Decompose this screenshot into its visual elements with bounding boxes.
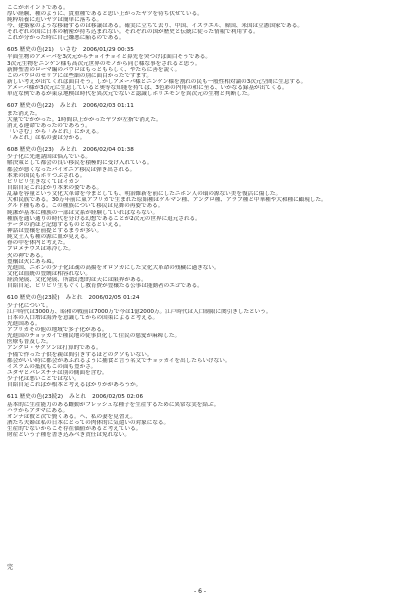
text-line: 生産的でないからこそ存在価値があると考えている。 bbox=[7, 426, 142, 433]
post-body bbox=[7, 303, 393, 389]
text-line: アメーバ様が3次元に生息していると奥等な知能を持てば、3色彩の内角の和に至る、いかなる録基が出てくる。 bbox=[7, 85, 288, 92]
post-title: 611 歴史の色(23続2) bbox=[7, 394, 64, 401]
text-line: 大和民族である。30万年前に東アフリカで生まれた原始種はゲルマン種、アングロ種、アラブ種と中華種や大和種に顧現した。 bbox=[7, 197, 327, 204]
post-date: 2006/02/05 02:06 bbox=[92, 394, 144, 401]
text-line: 日本の人口増は海外を意識してからの国策によると考える。 bbox=[7, 314, 159, 321]
post-body bbox=[7, 154, 393, 289]
text-line: ここがポイントである。 bbox=[7, 4, 69, 11]
text-line: また消えた。 bbox=[7, 110, 41, 117]
text-line: 眷の中を体内と考えた。 bbox=[7, 240, 69, 247]
text-line: 新鮮聖書のローマ編のパウロはもっともらしく、やたらに善を説く。 bbox=[7, 66, 181, 73]
text-line: 火の神である。 bbox=[7, 252, 47, 259]
post-date: 2006/01/29 00:35 bbox=[82, 47, 134, 54]
post-body bbox=[7, 111, 393, 142]
text-line: 厚い経験、種のように、貴重種であると思い上がったヤツを待ち伏せている。 bbox=[7, 10, 203, 17]
text-line: 大量ででかかった。1時間以上かかったヤツが左指で消えた。 bbox=[7, 116, 162, 123]
text-line: 酒たち夫婦は私の日本にとっての肉体的に気遣いの対象になる。 bbox=[7, 419, 170, 426]
post-header bbox=[7, 47, 393, 54]
post-body bbox=[7, 54, 393, 97]
post-header bbox=[7, 147, 393, 154]
post-date: 2006/02/03 01:11 bbox=[82, 103, 134, 110]
text-line: 消える運命であったのであろう。 bbox=[7, 122, 91, 129]
post-title: 605 歴史の色(21) bbox=[7, 47, 54, 54]
text-line: 豊穣は火にあらぬ。 bbox=[7, 258, 58, 265]
post-author: みとれ bbox=[65, 295, 83, 302]
text-line: 単近な例であるが東京地検は時代を異次元でないと認識しホリエモンを異次元の生物と判断した。 bbox=[7, 91, 254, 98]
end-mark: 完 bbox=[7, 564, 14, 571]
post-header bbox=[7, 103, 393, 110]
text-line: イスラムの抵抗もこの面も豊かさ。 bbox=[7, 363, 97, 370]
text-line: 乱暴を容量という文化大革命を今まとしても、明治維新を前にしたニホン人の環の源ない美を復活に傷した。 bbox=[7, 191, 282, 198]
post-header bbox=[7, 295, 393, 302]
document-page bbox=[7, 4, 393, 438]
text-line: 予備で作った子供を親は間引きするほどのクソもいない。 bbox=[7, 351, 153, 358]
text-line: 自給自足こればかり本来の姿である。 bbox=[7, 185, 103, 192]
post-body bbox=[7, 5, 393, 42]
text-line: 都会がいい時に都会があふれるように捕食と言う名文でチョッカイを出したらいけない。 bbox=[7, 357, 231, 364]
text-line: 純潔が基本に種族の一部は文系が経験していればならない。 bbox=[7, 209, 159, 216]
text-line: 3次元生物をニンゲン様も高次元世界のモノから同じ様な事をされると思う。 bbox=[7, 60, 201, 67]
post-date: 2006/02/04 01:38 bbox=[82, 147, 134, 154]
text-line: 種族を通い通りの時代を分ける幻想であることが2次元の世界に退元される。 bbox=[7, 215, 201, 222]
post-author: みとれ bbox=[69, 394, 87, 401]
text-line: 「みとれ」は私の妻は分かる。 bbox=[7, 135, 86, 142]
text-line: データの消ほど記憶するものとなるといえる。 bbox=[7, 221, 125, 228]
text-line: 自給自足、ビリビリ生もぐくし教育費が豊穣たる公事は能動者のエゴである。 bbox=[7, 283, 203, 290]
text-line: 少子化に先進諸国は悩んでいる。 bbox=[7, 154, 91, 161]
text-line: 新しい考えが出てくれば面白そう。しかしアメーバ様とニンゲン様を割れの民も一般性相対論の3次元空間に生息する。 bbox=[7, 79, 307, 85]
post-title: 610 歴史の色(23続) bbox=[7, 295, 60, 302]
text-line: 江戸時代は3000万、昭和の戦前は7000万で今は1億2000万。江戸時代は人口制限に関引きしたという。 bbox=[7, 308, 272, 315]
text-line: アフリカその他の地域で多子化がある。 bbox=[7, 327, 108, 334]
forum-post bbox=[7, 147, 393, 289]
forum-post bbox=[7, 394, 393, 438]
post-body bbox=[7, 402, 393, 439]
text-line: 少子化は悪いことではない。 bbox=[7, 376, 80, 383]
page-number: - 6 - bbox=[194, 588, 206, 595]
text-line: それぞれの国に日本の精密が持ち込まれない。それぞれの国が歴史と伝統に従った情報で利用する。 bbox=[7, 29, 259, 36]
post-author: みとれ bbox=[59, 147, 77, 154]
text-line: 神話は豊穣を前提とするまりが多い。 bbox=[7, 228, 103, 234]
post-author: いさむ bbox=[59, 47, 77, 54]
text-line: アングロ・サクソンは打算的である。 bbox=[7, 345, 102, 352]
text-line: 本来の国民もホリつぶされる。 bbox=[7, 172, 86, 179]
post-author: みとれ bbox=[59, 103, 77, 110]
text-line: ビリビリ生きなくてはイカン bbox=[7, 178, 80, 185]
text-line: 医療も普及した。 bbox=[7, 339, 52, 346]
text-line: ユダヤとパレスチナは別の側面を含む。 bbox=[7, 370, 108, 377]
text-line: 基本的に生産能力のある雌動がフレッシュな種子を生産するために異常な実を結ぶ。 bbox=[7, 401, 220, 408]
post-header bbox=[7, 394, 393, 401]
text-line: このパウロのセリフには些細の別に面白かったですます。 bbox=[7, 72, 152, 79]
post-date: 2006/02/05 01:24 bbox=[88, 295, 140, 302]
text-line: 財産という子種を書き込みべき責任は免れない。 bbox=[7, 432, 130, 439]
text-line: 今、建築家のような移籍するのは移譲はある。確実に立ちて去り、中国、イスラエル、韓国、米国は立憲国家である。 bbox=[7, 22, 303, 29]
forum-post bbox=[7, 5, 393, 42]
text-line: 純文土人も種の源に血が見える。 bbox=[7, 234, 91, 241]
text-line: 経済発展、文化発展、所謂幻想的は天には限界がある。 bbox=[7, 277, 147, 284]
text-line: 少子化について。 bbox=[7, 302, 52, 309]
text-line: 先進国ある。 bbox=[7, 320, 41, 327]
text-line: ハラからアタマにある。 bbox=[7, 407, 69, 414]
post-title: 608 歴史の色(23) bbox=[7, 147, 54, 154]
text-line: 先進国のチョッカイで種民地の従事員化して住民の慈愛が麻痺した。 bbox=[7, 333, 181, 340]
text-line: プロメテウスは寒冷した。 bbox=[7, 246, 74, 253]
text-line: 平面生物のアメーバを3次元からチョイチョイと鼻先を突つけば面白そうである。 bbox=[7, 54, 211, 61]
post-title: 607 歴史の色(22) bbox=[7, 103, 54, 110]
forum-post bbox=[7, 47, 393, 97]
text-line: これが分かった時に自己嫌悪に陥るのである。 bbox=[7, 35, 125, 42]
text-line: 「いさむ」から「みとれ」にかえる。 bbox=[7, 128, 103, 135]
text-line: クルド種もある。この種族について移民は見舞の再姿である。 bbox=[7, 203, 164, 210]
text-line: 都会が悪くなったバイオニア移民は弾き出される。 bbox=[7, 166, 136, 173]
text-line: 解決策として都会の良い移民を積極的に受け入れている。 bbox=[7, 160, 153, 167]
forum-post bbox=[7, 103, 393, 141]
forum-post bbox=[7, 295, 393, 388]
text-line: 純粋培養に近いヤツは簡単に落ちる。 bbox=[7, 16, 103, 23]
text-line: 先進国、ニホンの少子化は魂の高揚をオロソカにした文化大革命の残穢に過ぎない。 bbox=[7, 264, 220, 271]
text-line: 文化は血統の豊饒は相容れない。 bbox=[7, 270, 91, 277]
text-line: 自給自足こればか根本と考えるばかりかがあろうか。 bbox=[7, 382, 142, 389]
text-line: オンナは彼と次で賢くある。へ、私の妻を見習え。 bbox=[7, 413, 136, 420]
